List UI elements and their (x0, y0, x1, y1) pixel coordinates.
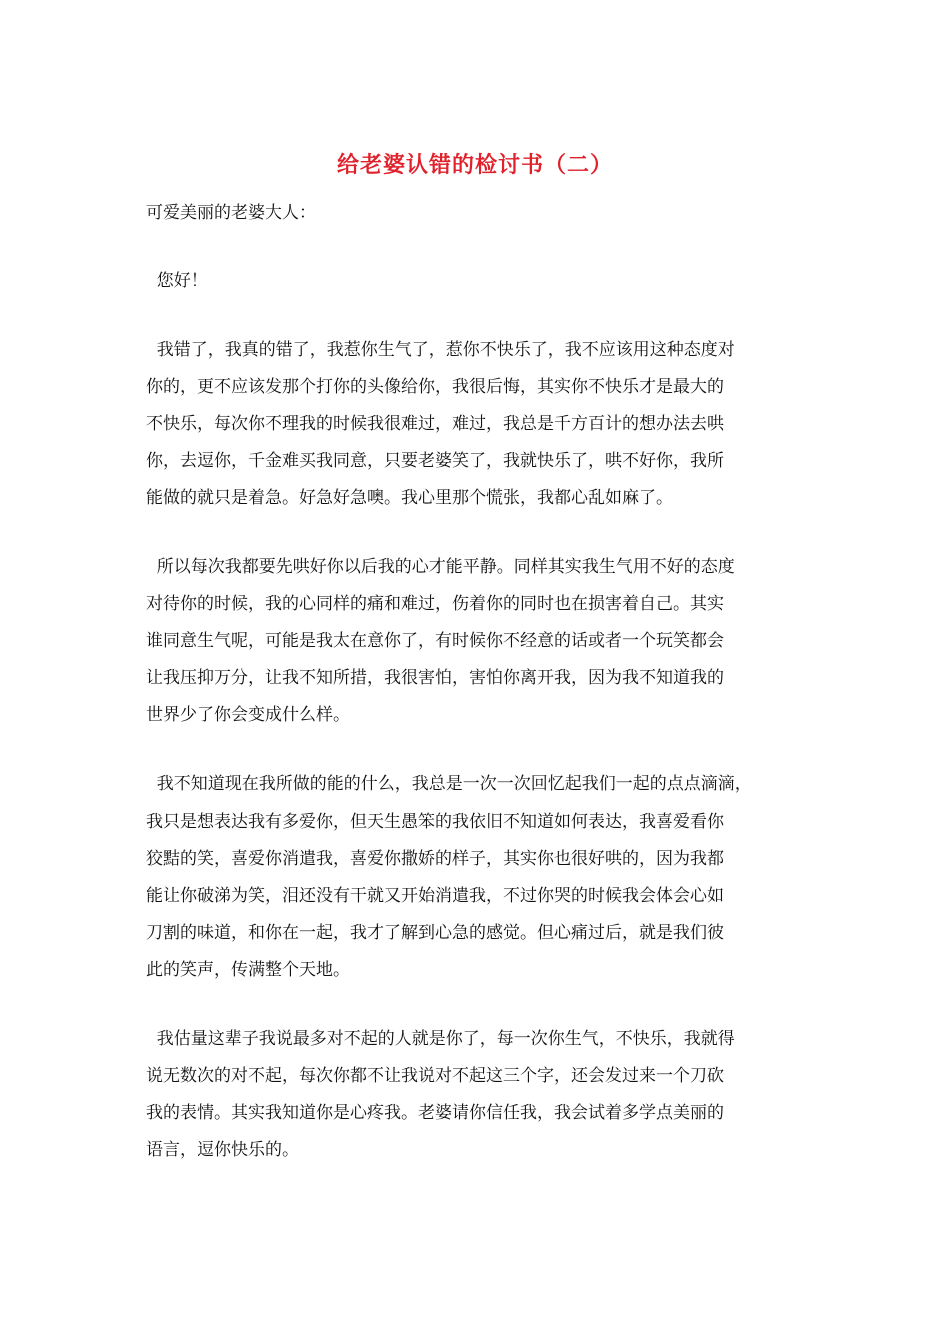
paragraph-1-line-4: 你，去逗你，千金难买我同意，只要老婆笑了，我就快乐了，哄不好你，我所 (146, 451, 724, 471)
paragraph-3-line-2: 我只是想表达我有多爱你，但天生愚笨的我依旧不知道如何表达，我喜爱看你 (146, 812, 724, 832)
paragraph-1-line-2: 你的，更不应该发那个打你的头像给你，我很后悔，其实你不快乐才是最大的 (146, 377, 724, 397)
paragraph-1-line-3: 不快乐，每次你不理我的时候我很难过，难过，我总是千方百计的想办法去哄 (146, 414, 724, 434)
paragraph-1-line-1: 我错了，我真的错了，我惹你生气了，惹你不快乐了，我不应该用这种态度对 (146, 340, 735, 360)
paragraph-2-line-2: 对待你的时候，我的心同样的痛和难过，伤着你的同时也在损害着自己。其实 (146, 594, 724, 614)
paragraph-3-line-3: 狡黠的笑，喜爱你消遣我，喜爱你撒娇的样子，其实你也很好哄的，因为我都 (146, 849, 724, 869)
paragraph-2-line-5: 世界少了你会变成什么样。 (146, 705, 350, 725)
paragraph-2-line-3: 谁同意生气呢，可能是我太在意你了，有时候你不经意的话或者一个玩笑都会 (146, 631, 724, 651)
paragraph-2-line-1: 所以每次我都要先哄好你以后我的心才能平静。同样其实我生气用不好的态度 (146, 557, 735, 577)
paragraph-3-line-1: 我不知道现在我所做的能的什么，我总是一次一次回忆起我们一起的点点滴滴， (146, 774, 752, 794)
document-title: 给老婆认错的检讨书（二） (336, 152, 613, 178)
paragraph-2-line-4: 让我压抑万分，让我不知所措，我很害怕，害怕你离开我，因为我不知道我的 (146, 668, 724, 688)
paragraph-4-line-4: 语言，逗你快乐的。 (146, 1140, 299, 1160)
paragraph-3-line-4: 能让你破涕为笑，泪还没有干就又开始消遣我，不过你哭的时候我会体会心如 (146, 886, 724, 906)
paragraph-4-line-1: 我估量这辈子我说最多对不起的人就是你了，每一次你生气，不快乐，我就得 (146, 1029, 735, 1049)
paragraph-3-line-6: 此的笑声，传满整个天地。 (146, 960, 350, 980)
paragraph-1-line-5: 能做的就只是着急。好急好急噢。我心里那个慌张，我都心乱如麻了。 (146, 488, 673, 508)
paragraph-4-line-2: 说无数次的对不起，每次你都不让我说对不起这三个字，还会发过来一个刀砍 (146, 1066, 724, 1086)
paragraph-4-line-3: 我的表情。其实我知道你是心疼我。老婆请你信任我，我会试着多学点美丽的 (146, 1103, 724, 1123)
salutation: 可爱美丽的老婆大人： (146, 203, 316, 223)
greeting: 您好！ (146, 271, 208, 291)
paragraph-3-line-5: 刀割的味道，和你在一起，我才了解到心急的感觉。但心痛过后，就是我们彼 (146, 923, 724, 943)
